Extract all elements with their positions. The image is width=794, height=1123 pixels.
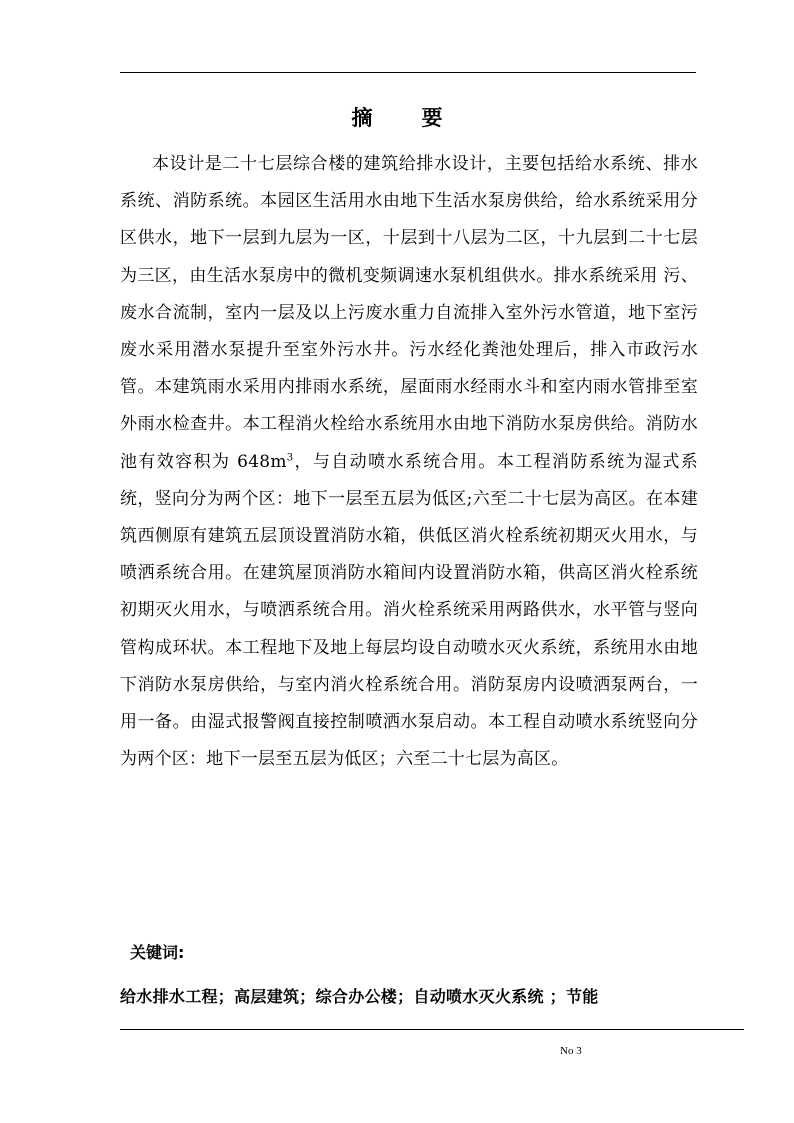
abstract-superscript: 3 <box>286 451 294 463</box>
page-number: No 3 <box>560 1045 582 1057</box>
keywords-text: 给水排水工程；高层建筑；综合办公楼；自动喷水灭火系统 ；节能 <box>120 987 599 1006</box>
abstract-text-part1: 本设计是二十七层综合楼的建筑给排水设计，主要包括给水系统、排水系统、消防系统。本园区生活用水由地下生活水泵房供给，给水系统采用分区供水，地下一层到九层为一区，十层到十八层为二区，十九层到二十七层为三区，由生活水泵房中的微机变频调速水泵机组供水。排水系统采用 污、废水合流制，室内一层及以上污废水重力自流排入室外污水管道，地下室污废水采用潜水泵提升至室外污水井。污水经化粪池处理后，排入市政污水管。本建筑雨水采用内排雨水系统，屋面雨水经雨水斗和室内雨水管排至室外雨水检查井。本工程消火栓给水系统用水由地下消防水泵房供给。消防水池有效容积为 648m <box>120 154 698 472</box>
abstract-text-part2: ，与自动喷水系统合用。本工程消防系统为湿式系统，竖向分为两个区：地下一层至五层为低区;六至二十七层为高区。在本建筑西侧原有建筑五层顶设置消防水箱，供低区消火栓系统初期灭火用水，与喷洒系统合用。在建筑屋顶消防水箱间内设置消防水箱，供高区消火栓系统初期灭火用水，与喷洒系统合用。消火栓系统采用两路供水，水平管与竖向管构成环状。本工程地下及地上每层均设自动喷水灭火系统，系统用水由地下消防水泵房供给，与室内消火栓系统合用。消防泵房内设喷洒泵两台，一用一备。由湿式报警阀直接控制喷洒水泵启动。本工程自动喷水系统竖向分为两个区：地下一层至五层为低区；六至二十七层为高区。 <box>120 451 698 770</box>
keywords-label: 关键词: <box>130 943 185 962</box>
abstract-title: 摘 要 <box>351 106 457 130</box>
footer-rule <box>120 1029 744 1030</box>
abstract-body <box>120 146 698 778</box>
header-rule <box>120 72 696 73</box>
